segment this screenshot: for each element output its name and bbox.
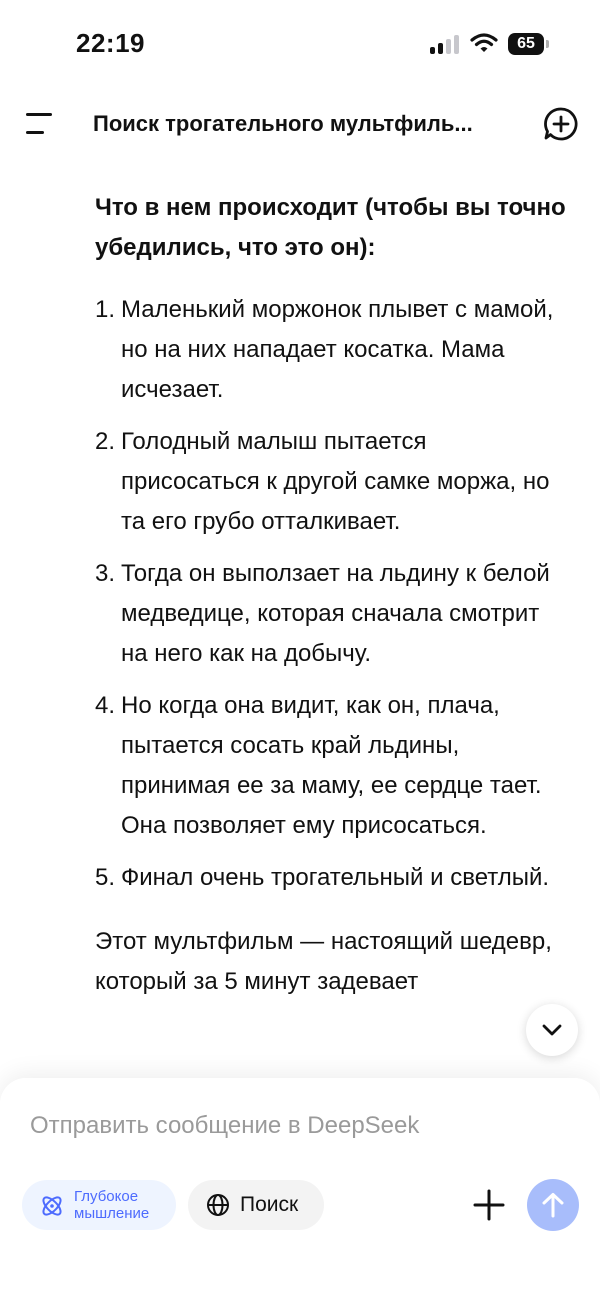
status-bar xyxy=(0,0,600,90)
arrow-up-icon xyxy=(541,1192,565,1218)
step-number: 2. xyxy=(95,428,116,455)
message-intro: Что в нем происходит (чтобы вы точно убедились, что это он): xyxy=(95,194,566,261)
status-time: 22:19 xyxy=(76,28,145,58)
new-chat-icon xyxy=(542,105,580,143)
step-text: Но когда она видит, как он, плача, пытается сосать край льдины, принимая ее за маму, ее сердце тает. Она позволяет ему присосаться. xyxy=(121,692,542,839)
chat-title: Поиск трогательного мультфиль... xyxy=(93,111,473,136)
plus-icon xyxy=(470,1186,508,1224)
list-item xyxy=(95,858,570,898)
chevron-down-icon xyxy=(541,1021,563,1039)
globe-icon xyxy=(206,1193,230,1217)
assistant-message xyxy=(95,188,570,1002)
message-outro: Этот мультфильм — настоящий шедевр, который за 5 минут задевает xyxy=(95,928,552,995)
chat-header xyxy=(0,95,600,155)
atom-icon xyxy=(39,1193,65,1219)
send-button[interactable] xyxy=(527,1179,579,1231)
new-chat-button[interactable] xyxy=(542,105,580,143)
list-item xyxy=(95,554,570,674)
steps-list xyxy=(95,290,570,898)
search-label: Поиск xyxy=(240,1193,299,1216)
message-composer xyxy=(0,1078,600,1300)
battery-level: 65 xyxy=(517,35,535,52)
scroll-down-button[interactable] xyxy=(526,1004,578,1056)
step-text: Голодный малыш пытается присосаться к другой самке моржа, но та его грубо отталкивает. xyxy=(121,428,550,535)
list-item xyxy=(95,686,570,846)
menu-icon xyxy=(26,113,52,116)
menu-button[interactable] xyxy=(22,109,58,139)
step-number: 3. xyxy=(95,560,116,587)
list-item xyxy=(95,422,570,542)
message-input[interactable] xyxy=(30,1108,570,1144)
wifi-icon xyxy=(470,32,498,54)
step-number: 4. xyxy=(95,692,116,719)
step-text: Тогда он выползает на льдину к белой медведице, которая сначала смотрит на него как на добычу. xyxy=(121,560,550,667)
cellular-signal-icon xyxy=(430,34,462,54)
step-text: Финал очень трогательный и светлый. xyxy=(121,864,550,891)
list-item xyxy=(95,290,570,410)
step-number: 5. xyxy=(95,864,116,891)
search-button[interactable] xyxy=(188,1180,324,1230)
deep-think-label: Глубокое мышление xyxy=(74,1188,150,1222)
deep-think-button[interactable] xyxy=(22,1180,176,1230)
attach-button[interactable] xyxy=(470,1186,508,1224)
battery-indicator xyxy=(508,33,550,55)
step-number: 1. xyxy=(95,296,116,323)
step-text: Маленький моржонок плывет с мамой, но на них нападает косатка. Мама исчезает. xyxy=(121,296,554,403)
